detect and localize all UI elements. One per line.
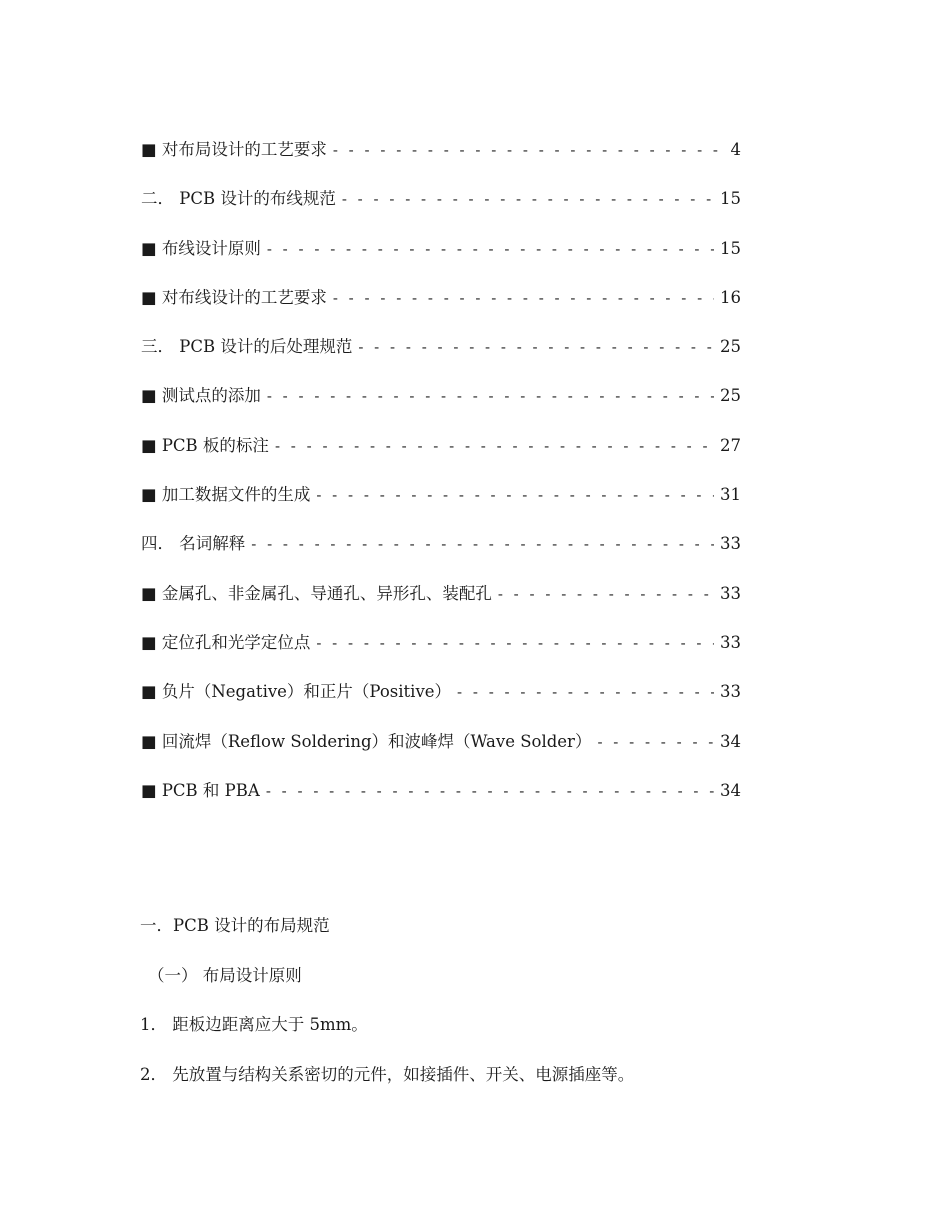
section-subheading: （一） 布局设计原则: [148, 965, 302, 985]
toc-entry[interactable]: [141, 481, 741, 530]
toc-entry-page: 33: [720, 632, 741, 652]
toc-entry-page: 25: [720, 386, 741, 406]
toc-entry-title: ■ 回流焊（Reflow Soldering）和波峰焊（Wave Solder）: [141, 731, 592, 751]
toc-entry[interactable]: [141, 333, 741, 382]
toc-entry[interactable]: [141, 678, 741, 727]
toc-leader-dots: [251, 535, 714, 553]
toc-entry[interactable]: [141, 185, 741, 234]
toc-entry-title: ■ 布线设计原则: [141, 238, 261, 258]
toc-entry-page: 33: [720, 534, 741, 554]
toc-entry-title: ■ 定位孔和光学定位点: [141, 632, 311, 652]
toc-leader-dots: [266, 782, 714, 800]
toc-leader-dots: [342, 190, 714, 208]
toc-leader-dots: [267, 240, 714, 258]
toc-entry[interactable]: [141, 777, 741, 826]
section-heading: 一．PCB 设计的布局规范: [140, 916, 330, 935]
toc-entry-page: 33: [720, 583, 741, 603]
toc-leader-dots: [333, 141, 725, 159]
toc-entry-title: 三． PCB 设计的后处理规范: [141, 337, 353, 357]
toc-leader-dots: [316, 634, 714, 652]
table-of-contents: [141, 136, 741, 826]
toc-entry-page: 27: [720, 435, 741, 455]
toc-entry-page: 34: [720, 780, 741, 800]
toc-leader-dots: [316, 486, 714, 504]
toc-entry-page: 16: [720, 287, 741, 307]
toc-entry-page: 34: [720, 731, 741, 751]
toc-entry-title: 二． PCB 设计的布线规范: [141, 189, 336, 209]
toc-leader-dots: [333, 289, 714, 307]
toc-entry[interactable]: [141, 382, 741, 431]
toc-entry[interactable]: [141, 432, 741, 481]
toc-entry[interactable]: [141, 580, 741, 629]
toc-entry[interactable]: [141, 284, 741, 333]
toc-entry[interactable]: [141, 530, 741, 579]
toc-leader-dots: [267, 387, 714, 405]
section-body: [140, 912, 820, 1110]
toc-entry-title: ■ 加工数据文件的生成: [141, 485, 311, 505]
toc-entry-title: ■ PCB 和 PBA: [141, 780, 260, 800]
toc-entry[interactable]: [141, 728, 741, 777]
toc-leader-dots: [275, 437, 714, 455]
toc-entry-title: 四． 名词解释: [141, 534, 246, 554]
toc-leader-dots: [358, 338, 714, 356]
list-item: 2． 先放置与结构关系密切的元件，如接插件、开关、电源插座等。: [140, 1064, 635, 1084]
toc-entry-title: ■ PCB 板的标注: [141, 435, 269, 455]
toc-entry[interactable]: [141, 629, 741, 678]
toc-leader-dots: [597, 733, 714, 751]
toc-entry-title: ■ 测试点的添加: [141, 386, 261, 406]
toc-leader-dots: [457, 683, 714, 701]
toc-entry-page: 33: [720, 682, 741, 702]
toc-entry-title: ■ 负片（Negative）和正片（Positive）: [141, 682, 452, 702]
toc-entry-page: 31: [720, 485, 741, 505]
toc-entry[interactable]: [141, 235, 741, 284]
toc-entry-title: ■ 对布线设计的工艺要求: [141, 287, 327, 307]
toc-entry-page: 15: [720, 238, 741, 258]
toc-leader-dots: [498, 585, 714, 603]
list-item: 1． 距板边距离应大于 5mm。: [140, 1015, 368, 1034]
toc-entry-page: 15: [720, 189, 741, 209]
toc-entry-title: ■ 金属孔、非金属孔、导通孔、异形孔、装配孔: [141, 583, 492, 603]
toc-entry-page: 25: [720, 337, 741, 357]
toc-entry-title: ■ 对布局设计的工艺要求: [141, 140, 327, 159]
toc-entry-page: 4: [730, 140, 741, 159]
toc-entry[interactable]: [141, 136, 741, 185]
